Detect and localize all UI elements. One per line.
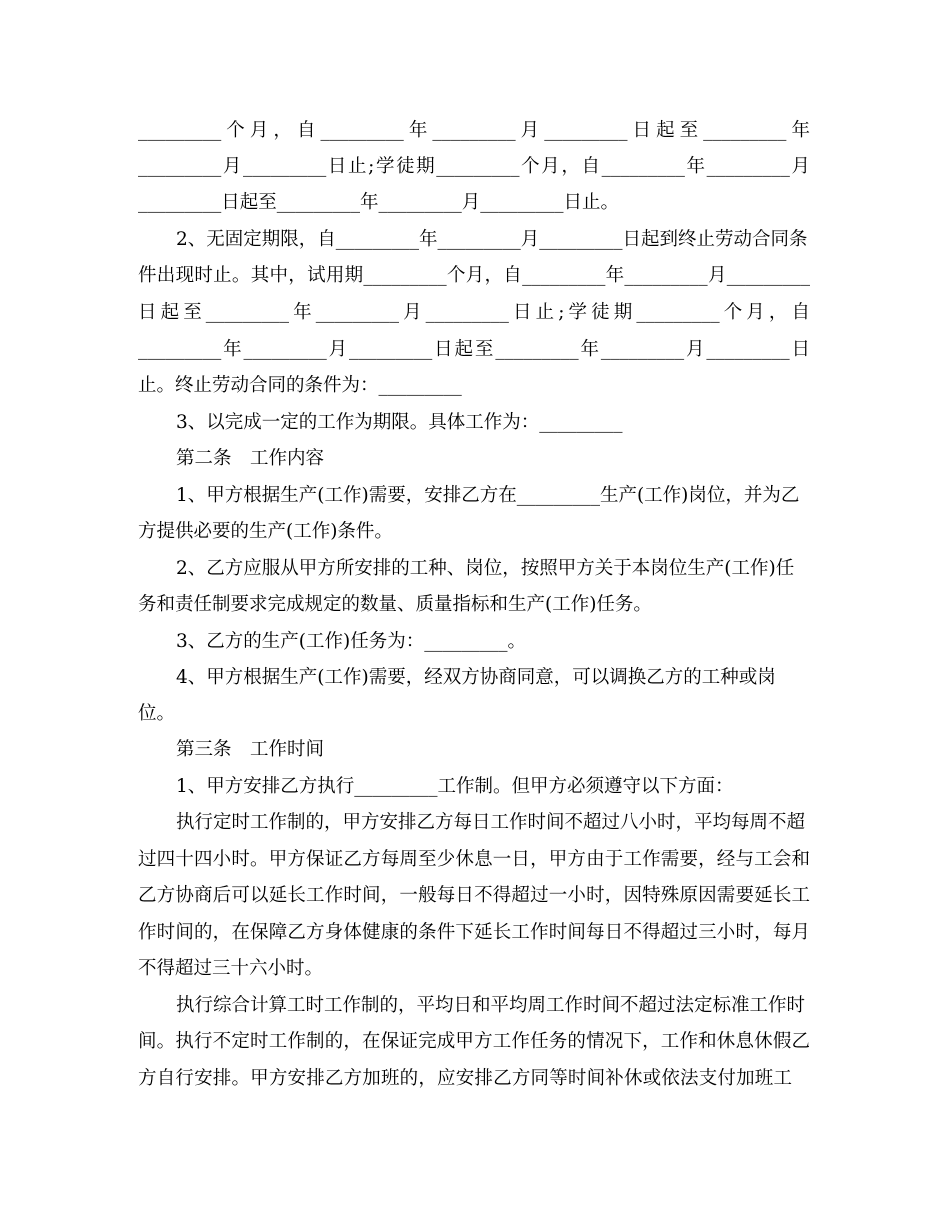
text-line: 过四十四小时。甲方保证乙方每周至少休息一日，甲方由于工作需要，经与工会和 <box>138 849 810 870</box>
text-line: 作时间的，在保障乙方身体健康的条件下延长工作时间每日不得超过三小时，每月 <box>138 922 810 943</box>
text-line: 日起至_________年_________月_________日止;学徒期_________个月，自 <box>138 302 810 323</box>
text-line: 方自行安排。甲方安排乙方加班的，应安排乙方同等时间补休或依法支付加班工 <box>138 1068 792 1089</box>
section-heading: 第三条 工作时间 <box>176 739 325 760</box>
text-line: 1、甲方安排乙方执行_________工作制。但甲方必须遵守以下方面： <box>176 776 734 797</box>
text-line: 乙方协商后可以延长工作时间，一般每日不得超过一小时，因特殊原因需要延长工 <box>138 885 810 906</box>
text-line: 务和责任制要求完成规定的数量、质量指标和生产(工作)任务。 <box>138 594 652 615</box>
text-line: 不得超过三十六小时。 <box>138 958 324 979</box>
text-line: 执行综合计算工时工作制的，平均日和平均周工作时间不超过法定标准工作时 <box>176 995 806 1016</box>
text-line: 2、乙方应服从甲方所安排的工种、岗位，按照甲方关于本岗位生产(工作)任 <box>176 558 795 579</box>
text-line: 执行定时工作制的，甲方安排乙方每日工作时间不超过八小时，平均每周不超 <box>176 812 806 833</box>
text-line: 1、甲方根据生产(工作)需要，安排乙方在_________生产(工作)岗位，并为乙 <box>176 485 800 506</box>
text-line: _________个月，自_________年_________月_________日起至_________年 <box>138 120 810 141</box>
text-line: 2、无固定期限，自_________年_________月_________日起到终止劳动合同条 <box>176 229 808 250</box>
text-line: 方提供必要的生产(工作)条件。 <box>138 521 393 542</box>
text-line: 3、以完成一定的工作为期限。具体工作为：_________ <box>176 412 623 433</box>
text-line: _________年_________月_________日起至_________年_________月_________日 <box>138 339 810 360</box>
text-line: 3、乙方的生产(工作)任务为：_________。 <box>176 631 526 652</box>
text-line: 间。执行不定时工作制的，在保证完成甲方工作任务的情况下，工作和休息休假乙 <box>138 1031 810 1052</box>
text-line: 止。终止劳动合同的条件为：_________ <box>138 375 462 396</box>
text-line: _________月_________日止;学徒期_________个月，自_________年_________月 <box>138 156 810 177</box>
section-heading: 第二条 工作内容 <box>176 448 325 469</box>
text-line: 件出现时止。其中，试用期_________个月，自_________年_________月_________ <box>138 265 810 286</box>
text-line: _________日起至_________年_________月_________日止。 <box>138 192 620 213</box>
text-line: 位。 <box>138 703 176 724</box>
text-line: 4、甲方根据生产(工作)需要，经双方协商同意，可以调换乙方的工种或岗 <box>176 667 776 688</box>
